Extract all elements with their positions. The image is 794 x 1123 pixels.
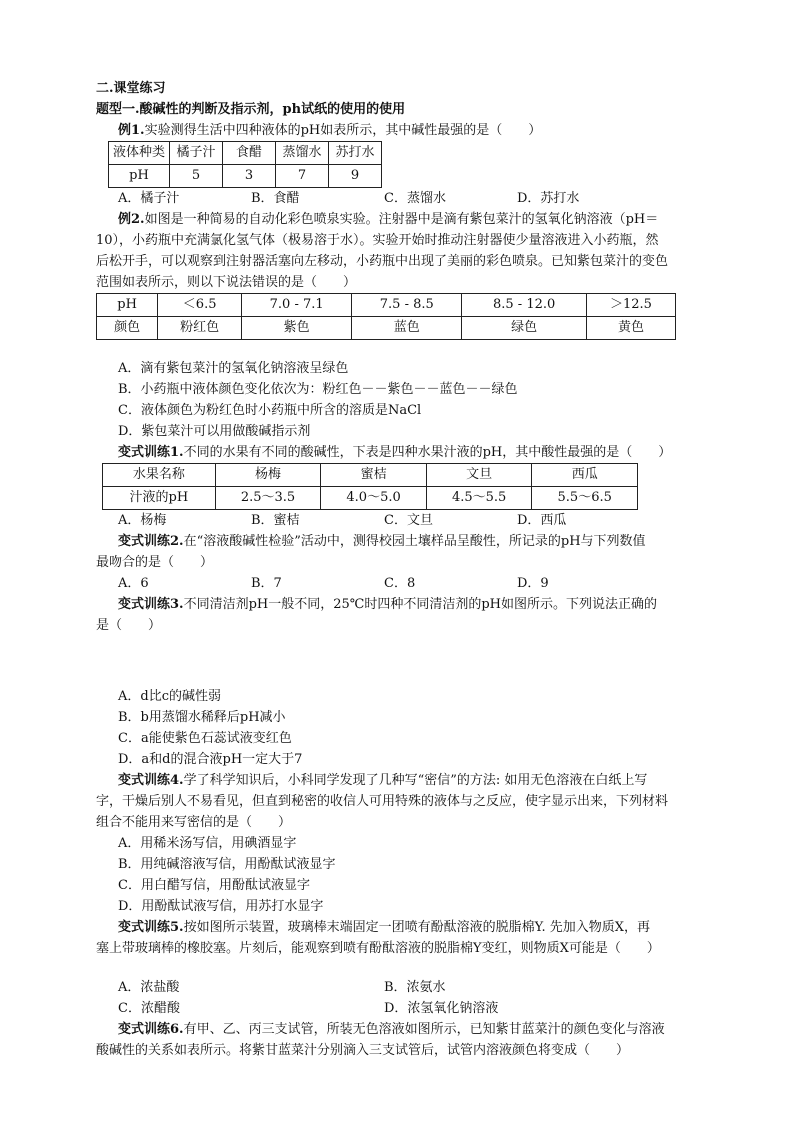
- v1-options: [96, 510, 706, 531]
- ex1-table: [108, 141, 382, 188]
- table-cell: 汁液的pH: [103, 487, 216, 510]
- table-row: [109, 165, 382, 188]
- v1-label: 变式训练1.: [118, 445, 184, 460]
- option-c: C．液体颜色为粉红色时小药瓶中所含的溶质是NaCl: [118, 403, 422, 418]
- table-cell: 4.0～5.0: [321, 487, 427, 510]
- ex2-table: [96, 293, 676, 340]
- option-b: B．蜜桔: [251, 513, 300, 528]
- table-cell: 颜色: [97, 317, 158, 340]
- option-a: A．d比c的碱性弱: [118, 689, 221, 704]
- option-d: D．用酚酞试液写信，用苏打水显字: [118, 899, 324, 914]
- v3-label: 变式训练3.: [118, 597, 184, 612]
- table-cell: 紫色: [242, 317, 352, 340]
- table-cell: 水果名称: [103, 464, 216, 487]
- option-d: D．浓氢氧化钠溶液: [384, 1001, 499, 1016]
- v1-stem: [96, 442, 706, 463]
- option-b: B．食醋: [251, 191, 300, 206]
- table-cell: 8.5 - 12.0: [462, 294, 587, 317]
- v1-table: [102, 463, 638, 510]
- table-cell: ＜6.5: [158, 294, 242, 317]
- table-cell: pH: [109, 165, 170, 188]
- option-a: A．用稀米汤写信，用碘酒显字: [118, 836, 297, 851]
- table-cell: 西瓜: [532, 464, 638, 487]
- ex2-stem-line-4: 范围如表所示，则以下说法错误的是（ ）: [96, 275, 357, 290]
- table-cell: 7: [276, 165, 329, 188]
- option-d: D．苏打水: [517, 191, 580, 206]
- figure-placeholder: [96, 636, 706, 686]
- option-c: C．用白醋写信，用酚酞试液显字: [118, 878, 310, 893]
- v5-options-row-2: [96, 998, 706, 1019]
- v4-stem-line-2: 字，干燥后别人不易看见，但直到秘密的收信人可用特殊的液体与之反应，使字显示出来，下列材料: [96, 794, 669, 809]
- v2-label: 变式训练2.: [118, 534, 184, 549]
- ex2-stem-line-2: 10），小药瓶中充满氯化氢气体（极易溶于水）。实验开始时推动注射器使少量溶液进入小药瓶，然: [96, 233, 659, 248]
- table-cell: 文旦: [426, 464, 532, 487]
- ex1-text: 实验测得生活中四种液体的pH如表所示，其中碱性最强的是（ ）: [144, 123, 542, 138]
- table-row: [103, 487, 638, 510]
- ex2-text: 如图是一种简易的自动化彩色喷泉实验。注射器中是滴有紫包菜汁的氢氧化钠溶液（pH＝: [144, 212, 659, 227]
- ex2-label: 例2.: [118, 212, 145, 227]
- option-d: D．a和d的混合液pH一定大于7: [118, 752, 303, 767]
- v3-stem-line-1: [96, 594, 706, 615]
- ex2-stem-line-3: 后松开手，可以观察到注射器活塞向左移动，小药瓶中出现了美丽的彩色喷泉。已知紫包菜汁的变色: [96, 254, 669, 269]
- v3-stem-line-2: 是（ ）: [96, 618, 162, 633]
- table-cell: 橘子汁: [170, 142, 223, 165]
- table-cell: 杨梅: [215, 464, 321, 487]
- table-cell: pH: [97, 294, 158, 317]
- v2-options: [96, 573, 706, 594]
- table-cell: 9: [329, 165, 382, 188]
- v6-stem-line-1: [96, 1019, 706, 1040]
- v5-stem-line-2: 塞上带玻璃棒的橡胶塞。片刻后，能观察到喷有酚酞溶液的脱脂棉Y变红，则物质X可能是（ ）: [96, 941, 660, 956]
- v4-label: 变式训练4.: [118, 773, 184, 788]
- v2-text: 在“溶液酸碱性检验”活动中，测得校园土壤样品呈酸性，所记录的pH与下列数值: [183, 534, 646, 549]
- table-cell: 蓝色: [352, 317, 462, 340]
- option-d: D．紫包菜汁可以用做酸碱指示剂: [118, 424, 311, 439]
- spacer: [96, 340, 706, 358]
- v5-text: 按如图所示装置，玻璃棒末端固定一团喷有酚酞溶液的脱脂棉Y. 先加入物质X，再: [183, 920, 651, 935]
- option-b: B．7: [251, 576, 282, 591]
- table-cell: 液体种类: [109, 142, 170, 165]
- table-row: [109, 142, 382, 165]
- ex1-stem: [96, 120, 706, 141]
- v4-stem-line-1: [96, 770, 706, 791]
- ex1-options: [96, 188, 706, 209]
- option-c: C．浓醋酸: [118, 1001, 180, 1016]
- v2-stem-line-1: [96, 531, 706, 552]
- table-cell: 3: [223, 165, 276, 188]
- table-cell: 2.5～3.5: [215, 487, 321, 510]
- ex1-label: 例1.: [118, 123, 145, 138]
- option-c: C．a能使紫色石蕊试液变红色: [118, 731, 292, 746]
- option-b: B．浓氨水: [384, 980, 446, 995]
- table-cell: 7.5 - 8.5: [352, 294, 462, 317]
- table-cell: 5.5～6.5: [532, 487, 638, 510]
- v1-text: 不同的水果有不同的酸碱性，下表是四种水果汁液的pH，其中酸性最强的是（ ）: [183, 445, 672, 460]
- v6-text: 有甲、乙、丙三支试管，所装无色溶液如图所示，已知紫甘蓝菜汁的颜色变化与溶液: [183, 1022, 665, 1037]
- table-cell: 蜜桔: [321, 464, 427, 487]
- option-b: B．b用蒸馏水稀释后pH减小: [118, 710, 286, 725]
- option-d: D．9: [517, 576, 549, 591]
- v5-label: 变式训练5.: [118, 920, 184, 935]
- option-a: A．6: [118, 576, 149, 591]
- table-cell: 粉红色: [158, 317, 242, 340]
- document-content: [96, 78, 706, 1061]
- option-a: A．滴有紫包菜汁的氢氧化钠溶液呈绿色: [118, 361, 349, 376]
- section-title: 二.课堂练习: [96, 81, 166, 96]
- table-cell: 7.0 - 7.1: [242, 294, 352, 317]
- table-row: [97, 294, 676, 317]
- v4-text: 学了科学知识后，小科同学发现了几种写“密信”的方法: 如用无色溶液在白纸上写: [183, 773, 648, 788]
- v6-stem-line-2: 酸碱性的关系如表所示。将紫甘蓝菜汁分别滴入三支试管后，试管内溶液颜色将变成（ ）: [96, 1043, 630, 1058]
- table-cell: 苏打水: [329, 142, 382, 165]
- figure-placeholder: [96, 959, 706, 977]
- option-d: D．西瓜: [517, 513, 567, 528]
- option-b: B．小药瓶中液体颜色变化依次为：粉红色－－紫色－－蓝色－－绿色: [118, 382, 518, 397]
- option-c: C．8: [384, 576, 416, 591]
- table-cell: ＞12.5: [586, 294, 675, 317]
- option-c: C．文旦: [384, 513, 433, 528]
- table-cell: 4.5～5.5: [426, 487, 532, 510]
- table-cell: 食醋: [223, 142, 276, 165]
- v5-options-row-1: [96, 977, 706, 998]
- ex2-stem-line-1: [96, 209, 706, 230]
- table-cell: 绿色: [462, 317, 587, 340]
- topic-title: 题型一.酸碱性的判断及指示剂，ph试纸的使用的使用: [96, 102, 406, 117]
- table-row: [103, 464, 638, 487]
- table-row: [97, 317, 676, 340]
- table-cell: 5: [170, 165, 223, 188]
- option-a: A．浓盐酸: [118, 980, 180, 995]
- option-a: A．杨梅: [118, 513, 167, 528]
- v6-label: 变式训练6.: [118, 1022, 184, 1037]
- v2-stem-line-2: 最吻合的是（ ）: [96, 555, 214, 570]
- option-c: C．蒸馏水: [384, 191, 446, 206]
- table-cell: 黄色: [586, 317, 675, 340]
- option-b: B．用纯碱溶液写信，用酚酞试液显字: [118, 857, 336, 872]
- option-a: A．橘子汁: [118, 191, 180, 206]
- table-cell: 蒸馏水: [276, 142, 329, 165]
- v3-text: 不同清洁剂pH一般不同，25℃时四种不同清洁剂的pH如图所示。下列说法正确的: [183, 597, 657, 612]
- v5-stem-line-1: [96, 917, 706, 938]
- v4-stem-line-3: 组合不能用来写密信的是（ ）: [96, 815, 292, 830]
